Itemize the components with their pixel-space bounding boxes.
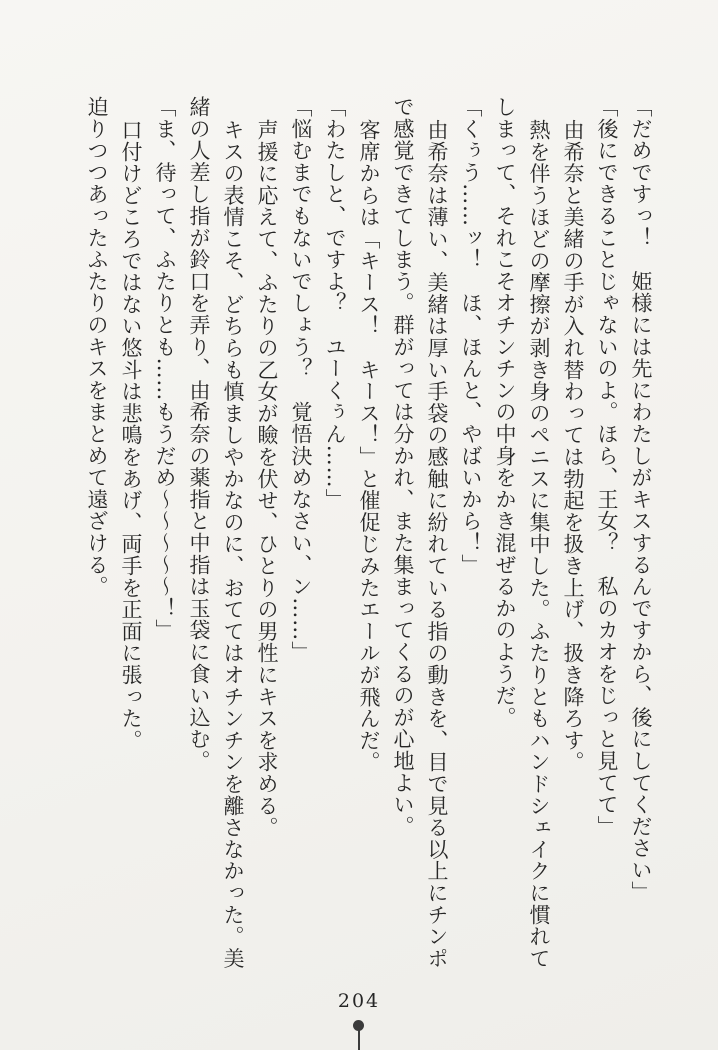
text-column: 由希奈は薄い、美緒は厚い手袋の感触に紛れている指の動きを、目で見る以上にチンポ — [425, 119, 449, 970]
text-column: 声援に応えて、ふたりの乙女が瞼を伏せ、ひとりの男性にキスを求める。 — [255, 119, 279, 839]
text-column: で感覚できてしまう。群がっては分かれ、また集まってくるのが心地よい。 — [391, 96, 415, 838]
footer-line-ornament — [358, 1029, 360, 1050]
text-column: 「わたしと、ですよ？ ユーくぅん……」 — [323, 96, 347, 511]
text-column: キスの表情こそ、どちらも慎ましやかなのに、おててはオチンチンを離さなかった。美 — [221, 119, 245, 970]
page-number: 204 — [337, 990, 381, 1012]
text-column: しまって、それこそオチンチンの中身をかき混ぜるかのようだ。 — [493, 96, 517, 729]
text-column: 「ま、待って、ふたりとも……もうだめ～～～～～！」 — [153, 96, 177, 641]
page-footer — [0, 988, 718, 1050]
text-column: 「くぅう……ッ！ ほ、ほんと、やばいから！」 — [459, 96, 483, 576]
text-column: 熱を伴うほどの摩擦が剥き身のペニスに集中した。ふたりともハンドシェイクに慣れて — [527, 119, 551, 970]
text-column: 客席からは「キース！ キース！」と催促じみたエールが飛んだ。 — [357, 119, 381, 773]
text-column: 由希奈と美緒の手が入れ替わっては勃起を扱き上げ、扱き降ろす。 — [561, 119, 585, 773]
text-column: 緒の人差し指が鈴口を弄り、由希奈の薬指と中指は玉袋に食い込む。 — [187, 96, 211, 772]
text-block — [80, 96, 658, 981]
text-column: 迫りつつあったふたりのキスをまとめて遠ざける。 — [85, 96, 109, 598]
text-column: 「悩むまでもないでしょう？ 覚悟決めなさい、ン……」 — [289, 96, 313, 663]
text-column: 「後にできることじゃないのよ。ほら、王女？ 私のカオをじっと見てて」 — [595, 96, 619, 838]
text-column: 「だめですっ！ 姫様には先にわたしがキスするんですから、後にしてください」 — [629, 96, 653, 903]
text-column: 口付けどころではない悠斗は悲鳴をあげ、両手を正面に張った。 — [119, 119, 143, 752]
